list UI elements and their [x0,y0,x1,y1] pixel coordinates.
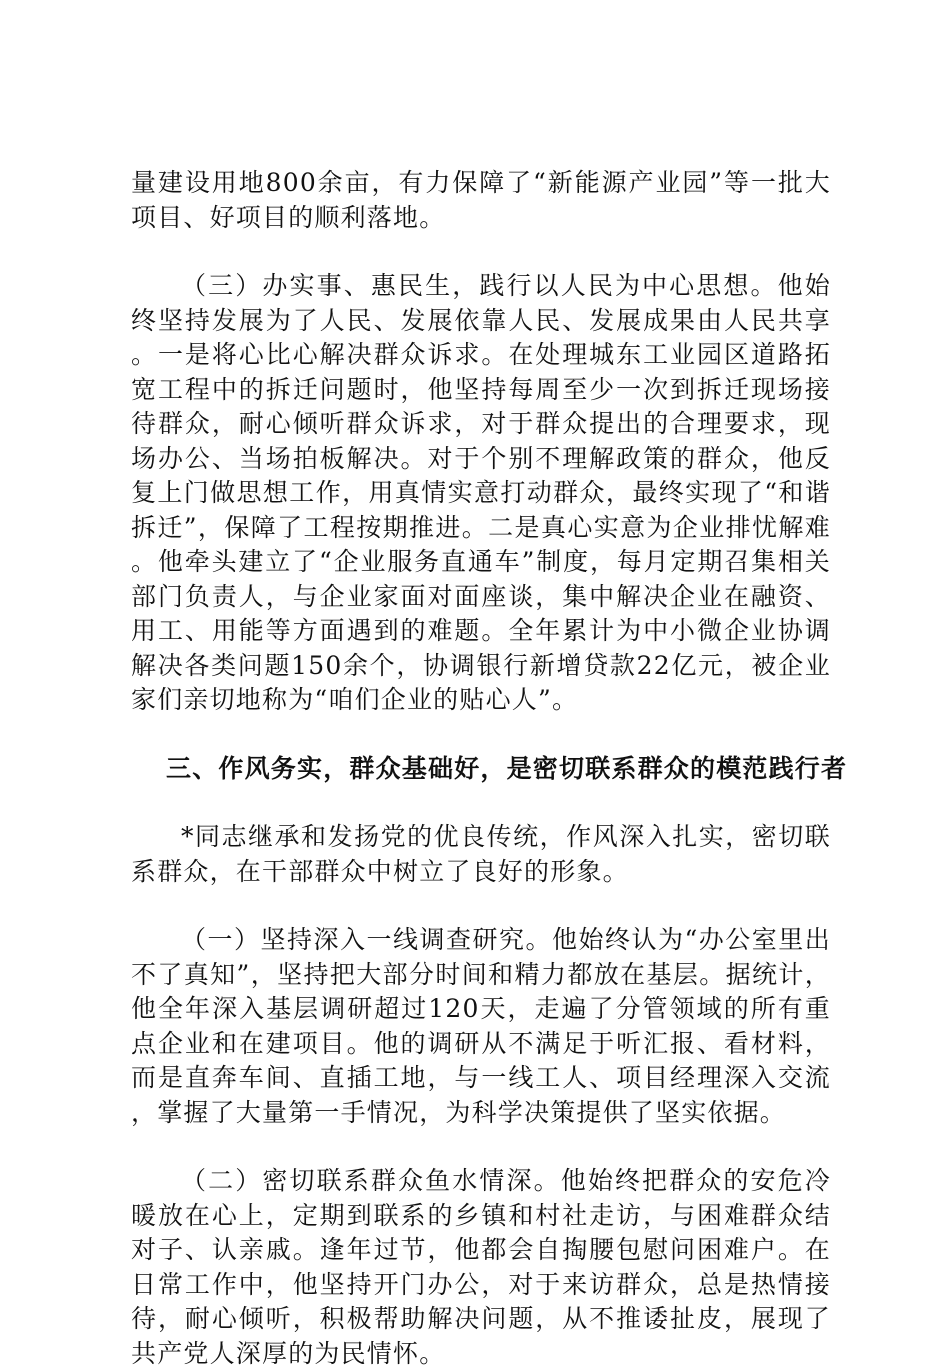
paragraph-subsection-2: （二）密切联系群众鱼水情深。他始终把群众的安危冷暖放在心上，定期到联系的乡镇和村社走访，与困难群众结对子、认亲戚。逢年过节，他都会自掏腰包慰问困难户。在日常工作中，他坚持开门办公，对于来访群众，总是热情接待，耐心倾听，积极帮助解决问题，从不推诿扯皮，展现了共产党人深厚的为民情怀。 [131,1166,831,1368]
section-heading-3: 三、作风务实，群众基础好，是密切联系群众的模范践行者 [166,753,848,783]
paragraph-intro: *同志继承和发扬党的优良传统，作风深入扎实，密切联系群众，在干部群众中树立了良好的形象。 [131,822,831,886]
document-body [131,166,848,1371]
paragraph-section-3: （三）办实事、惠民生，践行以人民为中心思想。他始终坚持发展为了人民、发展依靠人民、发展成果由人民共享。一是将心比心解决群众诉求。在处理城东工业园区道路拓宽工程中的拆迁问题时，他坚持每周至少一次到拆迁现场接待群众，耐心倾听群众诉求，对于群众提出的合理要求，现场办公、当场拍板解决。对于个别不理解政策的群众，他反复上门做思想工作，用真情实意打动群众，最终实现了“和谐拆迁”，保障了工程按期推进。二是真心实意为企业排忧解难。他牵头建立了“企业服务直通车”制度，每月定期召集相关部门负责人，与企业家面对面座谈，集中解决企业在融资、用工、用能等方面遇到的难题。全年累计为中小微企业协调解决各类问题150余个，协调银行新增贷款22亿元，被企业家们亲切地称为“咱们企业的贴心人”。 [131,271,831,714]
paragraph-continuation: 量建设用地800余亩，有力保障了“新能源产业园”等一批大项目、好项目的顺利落地。 [131,168,831,232]
paragraph-subsection-1: （一）坚持深入一线调查研究。他始终认为“办公室里出不了真知”，坚持把大部分时间和精力都放在基层。据统计，他全年深入基层调研超过120天，走遍了分管领域的所有重点企业和在建项目。他的调研从不满足于听汇报、看材料，而是直奔车间、直插工地，与一线工人、项目经理深入交流，掌握了大量第一手情况，为科学决策提供了坚实依据。 [131,925,831,1127]
